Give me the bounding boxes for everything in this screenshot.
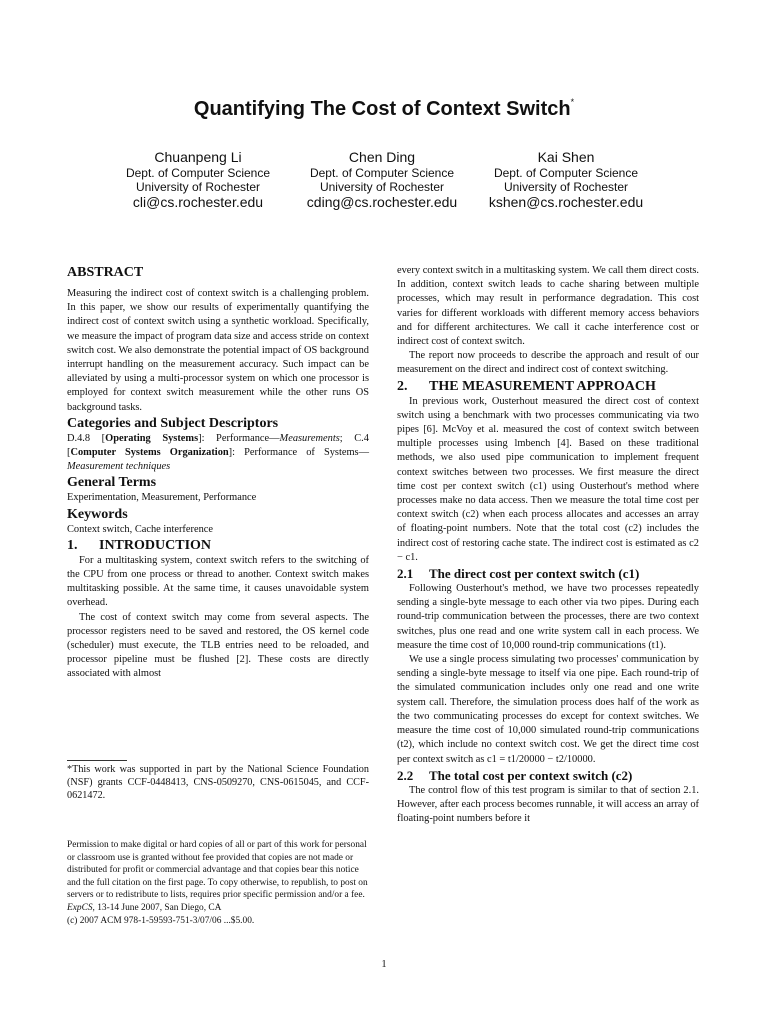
subsection-number: 2.2 — [397, 767, 414, 783]
author-dept: Dept. of Computer Science — [493, 166, 639, 180]
category-name: Operating Systems — [105, 432, 199, 444]
author-university: University of Rochester — [135, 180, 261, 194]
subsection-title: The direct cost per context switch (c1) — [429, 566, 640, 582]
title-footnote-mark: * — [570, 97, 575, 107]
subsection — [397, 767, 699, 827]
section-number: 2. — [397, 378, 408, 394]
subsection-title: The total cost per context switch (c2) — [429, 767, 633, 783]
author-dept: Dept. of Computer Science — [125, 166, 271, 180]
categories-heading: Categories and Subject Descriptors — [67, 415, 279, 431]
right-column — [397, 264, 699, 826]
author-university: University of Rochester — [503, 180, 629, 194]
footnote-rule — [67, 760, 127, 761]
section-title: THE MEASUREMENT APPROACH — [429, 378, 656, 394]
paragraph: We use a single process simulating two processes' communication by sending a single-byte message to itself via one pipe. Each round-trip of the simulated communication includes only one read and one write system call. Therefore, the simulation process does half of the work as the two communicating processes do except for context switches. We measure the time cost of 10,000 simulated round-trip communications (t2), which include no context switch cost. We get the direct time cost per context switch as c1 = t1/20000 − t2/10000. — [397, 654, 699, 765]
paragraph: every context switch in a multitasking system. We call them direct costs. In addition, context switch leads to cache sharing between multiple processes, which may result in performance degradation. This cost varies for different workloads with different memory access behaviors and for different architectures. We call it cache interference cost or indirect cost of context switch. — [397, 265, 699, 348]
categories-text — [67, 432, 369, 475]
venue-details: , 13-14 June 2007, San Diego, CA — [92, 902, 222, 913]
section-heading — [67, 537, 369, 554]
subsection — [397, 565, 699, 767]
permission-text: Permission to make digital or hard copies of all or part of this work for personal or classroom use is granted without fee provided that copies are not made or distributed for profit or commercial advantage and that copies bear this notice and the full citation on the first page. To copy otherwise, to republish, to post on servers or to redistribute to lists, requires prior specific permission and/or a fee. — [67, 840, 368, 901]
category-code: C.4 [ — [67, 432, 369, 459]
section-number: 1. — [67, 537, 78, 553]
category-code: D.4.8 [ — [67, 432, 106, 444]
paragraph: In previous work, Ousterhout measured the direct cost of context switch using a benchmark with two processes communicating via two pipes [6]. McVoy et al. measured the cost of context switch between multiple processes using lmbench [4]. Based on these traditional methods, we also used pipe communication to implement frequent context switches between two processes. We first measure the direct time cost per context switch (c1) using Ousterhout's method where processes make no data access. Then we measure the total time cost per context switch (c2) when each process allocates and accesses an array of floating-point numbers. Note that the total cost (c2) includes the indirect cost of restoring cache state. The indirect cost is estimated as c2 − c1. — [397, 395, 699, 563]
keywords-heading: Keywords — [67, 506, 128, 522]
venue-name: ExpCS — [67, 902, 93, 913]
section-title: INTRODUCTION — [99, 537, 212, 553]
author-dept: Dept. of Computer Science — [309, 166, 455, 180]
page-number: 1 — [381, 959, 387, 970]
section-heading — [397, 378, 699, 395]
paper-title — [0, 90, 768, 121]
venue-line — [67, 902, 369, 915]
author-name: Chuanpeng Li — [154, 149, 242, 165]
subsection-heading — [397, 767, 699, 784]
category-subject: Measurement techniques — [67, 461, 171, 473]
category-subject: Measurements — [279, 432, 340, 444]
paragraph: The report now proceeds to describe the approach and result of our measurement on the direct and indirect cost of context switching. — [397, 350, 699, 376]
category-punct: ; — [339, 432, 343, 444]
category-name: Computer Systems Organization — [70, 447, 229, 459]
paragraph: For a multitasking system, context switch refers to the switching of the CPU from one process or thread to another. Context switch makes multitasking possible. At the same time, it causes unavoidable system overhead. — [67, 554, 369, 609]
general-terms-heading: General Terms — [67, 475, 157, 491]
subsection-heading — [397, 565, 699, 582]
author-block — [282, 149, 482, 211]
category-rest: ]: Performance of Systems— — [228, 447, 369, 459]
subsection-number: 2.1 — [397, 566, 414, 582]
author-email: cli@cs.rochester.edu — [132, 194, 264, 210]
abstract-heading: ABSTRACT — [67, 265, 144, 280]
author-block — [466, 149, 666, 211]
author-block — [98, 149, 298, 211]
paragraph: The cost of context switch may come from several aspects. The processor registers need to be saved and restored, the OS kernel code (scheduler) must execute, the TLB entries need to be reloaded, and processor pipeline must be flushed [2]. These costs are directly associated with almost — [67, 611, 369, 680]
author-name: Kai Shen — [537, 149, 595, 165]
keywords-text: Context switch, Cache interference — [67, 523, 213, 535]
abstract-text: Measuring the indirect cost of context switch is a challenging problem. In this paper, we show our results of experimentally quantifying the indirect cost of context switch using a synthetic workload. Specifically, we measure the impact of program data size and access stride on context switch cost. We also demonstrate the potential impact of OS background interrupt handling on the measurement accuracy. Such impact can be alleviated by using a multi-processor system on which one processor is employed for context switch measurement while the other runs OS background tasks. — [67, 288, 369, 413]
category-rest: ]: Performance— — [198, 432, 280, 444]
author-name: Chen Ding — [348, 149, 416, 165]
title-text: Quantifying The Cost of Context Switch — [193, 98, 571, 120]
author-email: cding@cs.rochester.edu — [306, 194, 458, 210]
permission-notice — [67, 839, 369, 927]
author-email: kshen@cs.rochester.edu — [488, 194, 644, 210]
paragraph: The control flow of this test program is similar to that of section 2.1. However, after each process becomes runnable, it will access an array of floating-point numbers before it — [397, 784, 699, 825]
footnote: *This work was supported in part by the National Science Foundation (NSF) grants CCF-0448413, CNS-0509270, CNS-0615045, and CCF-0621472. — [67, 764, 369, 801]
left-column — [67, 264, 369, 682]
paragraph: Following Ousterhout's method, we have two processes repeatedly sending a single-byte message to each other via two pipes. During each round-trip communication between the processes, there are two context switches, plus one read and one write system call in each process. We measure the time cost of 10,000 round-trip communications (t1). — [397, 583, 699, 651]
general-terms-text: Experimentation, Measurement, Performance — [67, 492, 257, 504]
copyright-line: (c) 2007 ACM 978-1-59593-751-3/07/06 ...$5.00. — [67, 915, 255, 926]
author-university: University of Rochester — [319, 180, 445, 194]
